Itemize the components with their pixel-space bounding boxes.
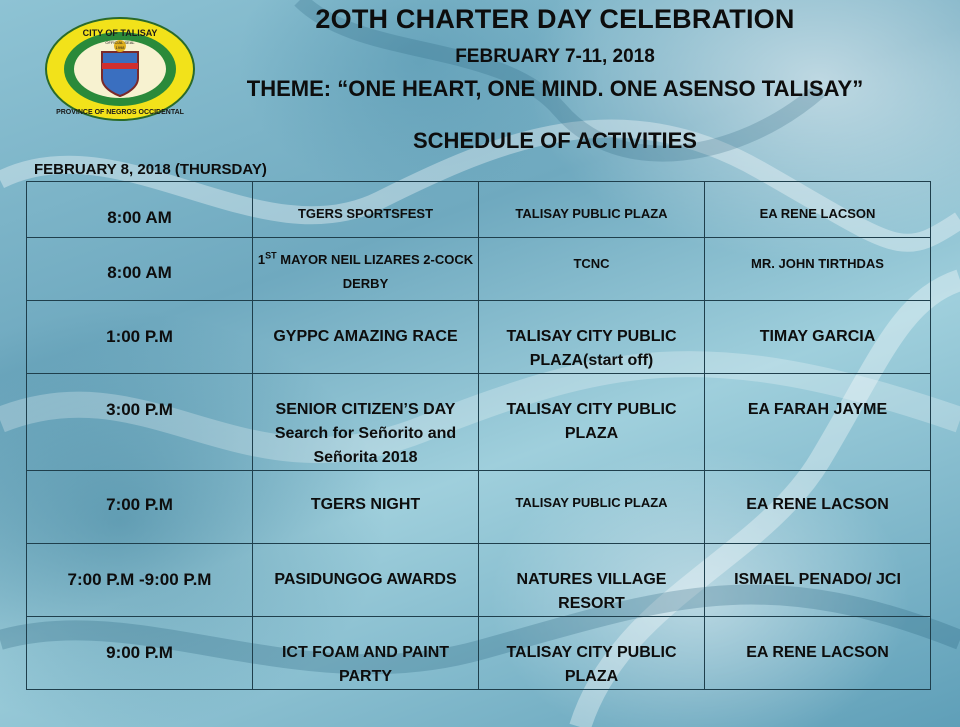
person-cell: EA RENE LACSON xyxy=(705,182,931,238)
time-cell: 7:00 P.M xyxy=(27,471,253,544)
activity-text: MAYOR NEIL LIZARES 2-COCK DERBY xyxy=(276,252,474,291)
activity-ordinal-suffix: ST xyxy=(265,250,277,261)
venue-cell: TALISAY PUBLIC PLAZA xyxy=(479,182,705,238)
person-cell: EA RENE LACSON xyxy=(705,617,931,690)
time-cell: 3:00 P.M xyxy=(27,374,253,471)
time-cell: 8:00 AM xyxy=(27,238,253,301)
city-seal-logo xyxy=(44,16,196,122)
venue-cell: TALISAY CITY PUBLIC PLAZA(start off) xyxy=(479,301,705,374)
person-cell: EA FARAH JAYME xyxy=(705,374,931,471)
activity-cell xyxy=(253,238,479,301)
person-cell: TIMAY GARCIA xyxy=(705,301,931,374)
table-row xyxy=(27,617,931,690)
table-row xyxy=(27,182,931,238)
table-row xyxy=(27,471,931,544)
venue-cell: TALISAY PUBLIC PLAZA xyxy=(479,471,705,544)
time-cell: 8:00 AM xyxy=(27,182,253,238)
activity-ordinal: 1 xyxy=(257,252,266,267)
table-row xyxy=(27,544,931,617)
time-cell: 7:00 P.M -9:00 P.M xyxy=(27,544,253,617)
table-row xyxy=(27,301,931,374)
seal-top-text: CITY OF TALISAY xyxy=(82,28,158,38)
activity-cell: TGERS NIGHT xyxy=(253,471,479,544)
person-cell: ISMAEL PENADO/ JCI xyxy=(705,544,931,617)
seal-year: 1998 xyxy=(115,45,125,50)
seal-bottom-text: PROVINCE OF NEGROS OCCIDENTAL xyxy=(56,109,184,116)
page-title: 2OTH CHARTER DAY CELEBRATION xyxy=(315,4,795,34)
person-cell: EA RENE LACSON xyxy=(705,471,931,544)
time-cell: 1:00 P.M xyxy=(27,301,253,374)
day-label: FEBRUARY 8, 2018 (THURSDAY) xyxy=(34,161,267,178)
activity-cell: TGERS SPORTSFEST xyxy=(253,182,479,238)
event-theme: THEME: “ONE HEART, ONE MIND. ONE ASENSO TALISAY” xyxy=(246,76,864,101)
event-dates: FEBRUARY 7-11, 2018 xyxy=(455,46,655,67)
activity-cell: PASIDUNGOG AWARDS xyxy=(253,544,479,617)
venue-cell: TALISAY CITY PUBLIC PLAZA xyxy=(479,374,705,471)
activity-cell: SENIOR CITIZEN’S DAY Search for Señorito and Señorita 2018 xyxy=(253,374,479,471)
venue-cell: TCNC xyxy=(479,238,705,301)
venue-cell: NATURES VILLAGE RESORT xyxy=(479,544,705,617)
table-row xyxy=(27,238,931,301)
person-cell: MR. JOHN TIRTHDAS xyxy=(705,238,931,301)
schedule-heading: SCHEDULE OF ACTIVITIES xyxy=(413,128,697,153)
seal-middle-text: OFFICIAL SEAL xyxy=(105,40,135,45)
schedule-table xyxy=(26,181,931,690)
venue-cell: TALISAY CITY PUBLIC PLAZA xyxy=(479,617,705,690)
time-cell: 9:00 P.M xyxy=(27,617,253,690)
activity-cell: GYPPC AMAZING RACE xyxy=(253,301,479,374)
table-row xyxy=(27,374,931,471)
activity-cell: ICT FOAM AND PAINT PARTY xyxy=(253,617,479,690)
